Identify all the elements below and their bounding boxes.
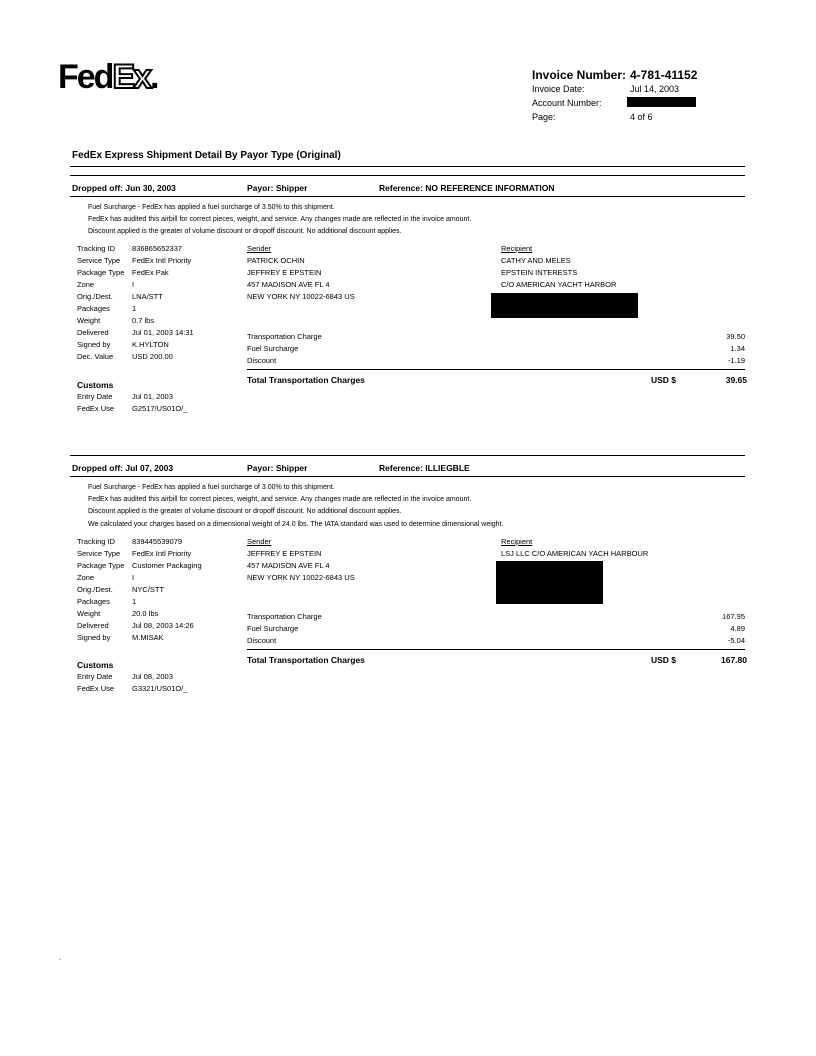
logo-fed: Fed [58,58,113,96]
charge-row: Discount -1.19 [247,356,745,365]
note: FedEx has audited this airbill for correct pieces, weight, and service. Any changes made are reflected in the invoice amount. [88,216,472,224]
shipment-2-currency: USD $ [651,655,677,665]
shipment-2-charges [247,611,745,647]
recipient-line: C/O AMERICAN YACHT HARBOR [501,280,617,289]
sender-label: Sender [247,244,272,253]
sender-line: NEW YORK NY 10022-6843 US [247,292,355,301]
sender-line: 457 MADISON AVE FL 4 [247,280,330,289]
detail-row: Signed by K.HYLTON [77,340,169,349]
account-number-redaction [627,97,696,107]
detail-row: Delivered Jul 08, 2003 14:26 [77,621,194,630]
detail-row: Packages 1 [77,597,137,606]
shipment-1-header-rule [70,196,745,197]
note: Discount applied is the greater of volume discount or dropoff discount. No additional discount applies. [88,508,402,516]
detail-row: Service Type FedEx Intl Priority [77,549,192,558]
footer-mark: . [59,953,62,962]
shipment-1-charges [247,331,745,367]
customs-row: Entry Date Jul 01, 2003 [77,392,173,401]
invoice-number-label: Invoice Number: [532,68,627,82]
detail-row: Dec. Value USD 200.00 [77,352,173,361]
invoice-date: Jul 14, 2003 [630,84,680,94]
charge-row: Fuel Surcharge 1.34 [247,344,745,353]
shipment-2-sender [247,536,355,584]
shipment-2-top-rule [70,455,745,456]
shipment-1-notes [88,202,471,239]
shipment-2-dropped-off: Dropped off: Jul 07, 2003 [72,463,174,473]
charge-row: Fuel Surcharge 4.89 [247,624,745,633]
note: FedEx has audited this airbill for correct pieces, weight, and service. Any changes made are reflected in the invoice amount. [88,496,472,504]
detail-row: Tracking ID 836865652337 [77,244,183,253]
note: Fuel Surcharge - FedEx has applied a fuel surcharge of 3.50% to this shipment. [88,204,335,211]
shipment-1-dropped-off: Dropped off: Jun 30, 2003 [72,183,176,193]
shipment-1-top-rule [70,175,745,176]
charge-row: Transportation Charge 167.95 [247,612,745,621]
fedex-logo [58,60,158,94]
detail-row: Zone I [77,573,135,582]
logo-dot: . [150,58,158,96]
sender-line: JEFFREY E EPSTEIN [247,549,322,558]
detail-row: Service Type FedEx Intl Priority [77,256,192,265]
account-number-label: Account Number: [532,98,602,108]
shipment-2-details [77,536,202,644]
shipment-1-customs [77,391,187,415]
charge-row: Discount -5.04 [247,636,745,645]
sender-line: PATRICK OCHIN [247,256,305,265]
shipment-1-sender [247,243,355,303]
sender-line: 457 MADISON AVE FL 4 [247,561,330,570]
shipment-2-header-rule [70,476,745,477]
detail-row: Weight 20.0 lbs [77,609,159,618]
detail-row: Tracking ID 839445539079 [77,537,183,546]
logo-ex: Ex [112,58,151,96]
invoice-number: 4-781-41152 [630,68,698,82]
shipment-1-recipient [501,243,616,291]
note: Discount applied is the greater of volume discount or dropoff discount. No additional discount applies. [88,228,402,236]
page-number: 4 of 6 [630,112,653,122]
detail-row: Package Type Customer Packaging [77,561,202,570]
shipment-1-reference: Reference: NO REFERENCE INFORMATION [379,183,555,193]
shipment-2-customs [77,671,187,695]
sender-line: JEFFREY E EPSTEIN [247,268,322,277]
detail-row: Packages 1 [77,304,137,313]
detail-row: Orig./Dest. NYC/STT [77,585,165,594]
detail-row: Signed by M.MISAK [77,633,164,642]
shipment-2-customs-label: Customs [77,660,114,670]
sender-line: NEW YORK NY 10022-6843 US [247,573,355,582]
recipient-redaction [496,561,603,604]
detail-row: Package Type FedEx Pak [77,268,169,277]
recipient-label: Recipient [501,244,533,253]
page-label: Page: [532,112,556,122]
recipient-line: EPSTEIN INTERESTS [501,268,578,277]
shipment-2-total: 167.80 [721,655,747,665]
title-divider [70,166,745,167]
recipient-redaction [491,293,638,318]
shipment-2-reference: Reference: ILLIEGBLE [379,463,470,473]
customs-row: Entry Date Jul 08, 2003 [77,672,173,681]
detail-row: Orig./Dest. LNA/STT [77,292,163,301]
shipment-1-details [77,243,194,363]
shipment-1-customs-label: Customs [77,380,114,390]
invoice-date-label: Invoice Date: [532,84,585,94]
shipment-1-payor: Payor: Shipper [247,183,308,193]
charge-row: Transportation Charge 39.50 [247,332,745,341]
customs-row: FedEx Use G3321/US01O/_ [77,684,188,693]
customs-row: FedEx Use G2517/US01O/_ [77,404,188,413]
note: Fuel Surcharge - FedEx has applied a fuel surcharge of 3.00% to this shipment. [88,484,335,491]
shipment-2-payor: Payor: Shipper [247,463,308,473]
detail-row: Weight 0.7 lbs [77,316,155,325]
page-title: FedEx Express Shipment Detail By Payor Type (Original) [72,150,341,161]
shipment-2-total-label: Total Transportation Charges [247,655,365,665]
recipient-line: LSJ LLC C/O AMERICAN YACH HARBOUR [501,549,649,558]
sender-label: Sender [247,537,272,546]
shipment-1-currency: USD $ [651,375,677,385]
shipment-2-total-rule [247,649,745,650]
shipment-1-total: 39.65 [725,375,747,385]
shipment-1-total-label: Total Transportation Charges [247,375,365,385]
detail-row: Zone I [77,280,135,289]
shipment-2-notes [88,482,503,531]
recipient-label: Recipient [501,537,533,546]
note: We calculated your charges based on a dimensional weight of 24.0 lbs. The IATA standard was used to determine dimensional weight. [88,520,504,528]
detail-row: Delivered Jul 01, 2003 14:31 [77,328,194,337]
recipient-line: CATHY AND MELES [501,256,571,265]
shipment-2-recipient [501,536,648,560]
shipment-1-total-rule [247,369,745,370]
